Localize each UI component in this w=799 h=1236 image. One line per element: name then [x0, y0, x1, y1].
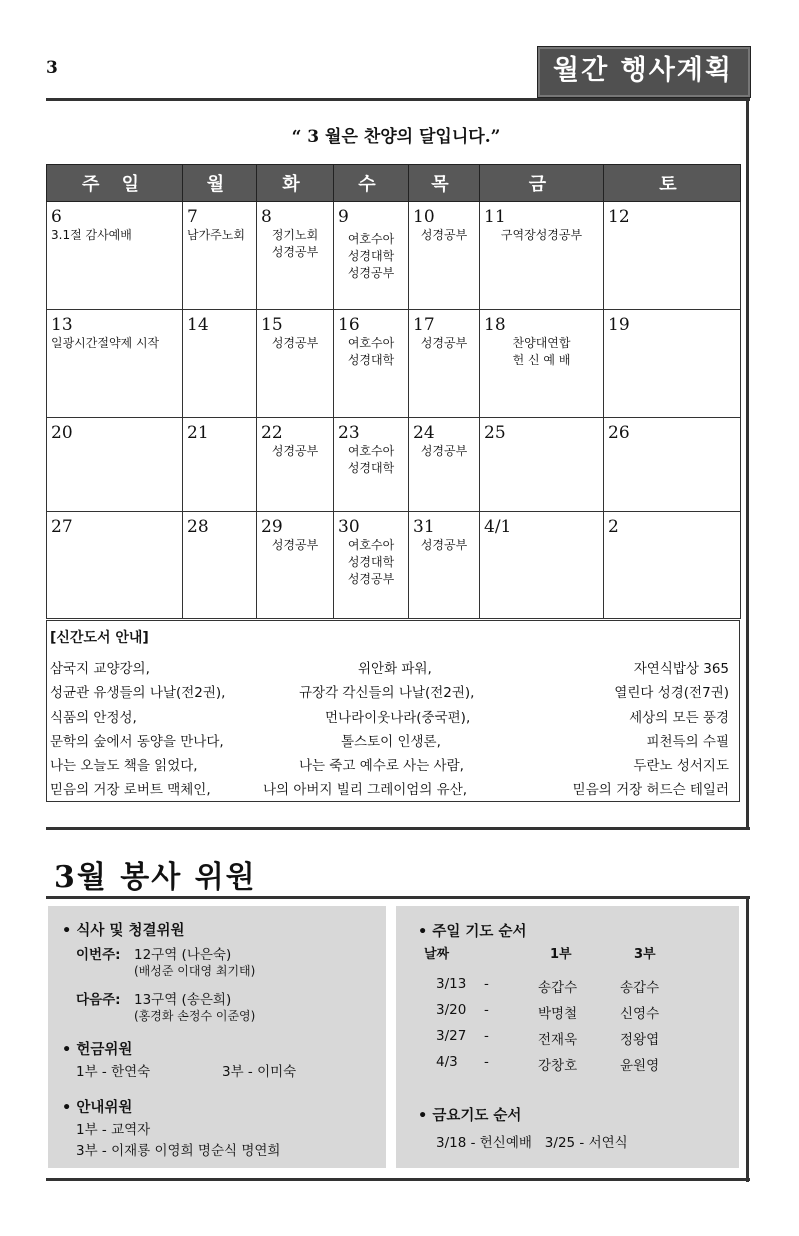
book-title: 톨스토이 인생론,: [341, 734, 441, 750]
day-cell: [47, 512, 183, 619]
day-number: 22: [261, 423, 283, 443]
day-number: 26: [608, 423, 630, 443]
book-title: 먼나라이웃나라(중국편),: [325, 710, 471, 726]
day-event: 정기노회: [271, 228, 319, 242]
prayer-row-first: 박명철: [538, 1006, 578, 1022]
day-number: 16: [338, 315, 360, 335]
book-title: 자연식밥상 365: [633, 661, 729, 677]
weekday-fri: 금: [480, 165, 604, 202]
top-rule: [46, 98, 750, 101]
prayer-row-date: 3/13: [436, 976, 467, 992]
day-event: 성경공부: [347, 266, 395, 280]
day-cell: [47, 310, 183, 418]
day-cell: [604, 310, 741, 418]
book-title: 삼국지 교양강의,: [50, 661, 150, 677]
service-top-rule: [46, 896, 750, 899]
friday-prayer-title: • 금요기도 순서: [418, 1104, 521, 1125]
weekday-tue: 화: [257, 165, 334, 202]
day-cell: [604, 202, 741, 310]
next-week-value: 13구역 (송은희): [134, 992, 232, 1008]
day-event: 성경공부: [271, 538, 319, 552]
book-title: 믿음의 거장 허드슨 테일러: [572, 782, 729, 798]
book-title: 세상의 모든 풍경: [629, 710, 729, 726]
service-right-rule: [746, 896, 749, 1182]
prayer-row-date: 3/27: [436, 1028, 467, 1044]
prayer-header-date: 날짜: [424, 947, 450, 962]
weekday-thu: 목: [409, 165, 480, 202]
day-event: 성경공부: [347, 572, 395, 586]
day-event: 여호수아: [347, 444, 395, 458]
prayer-row-third: 윤원영: [620, 1058, 660, 1074]
prayer-row-third: 정왕엽: [620, 1032, 660, 1048]
weekday-mon: 월: [183, 165, 257, 202]
section-bottom-rule: [46, 827, 750, 830]
this-week-label: 이번주:: [76, 947, 121, 963]
day-cell: [183, 310, 257, 418]
prayer-row-date: 4/3: [436, 1054, 458, 1070]
offering-committee-title: • 헌금위원: [62, 1038, 132, 1059]
day-cell: [183, 512, 257, 619]
book-title: 성균관 유생들의 나날(전2권),: [50, 685, 226, 701]
day-event: 성경대학: [347, 555, 395, 569]
day-cell: [257, 310, 334, 418]
book-title: 식품의 안정성,: [50, 710, 137, 726]
new-books-title: [신간도서 안내]: [50, 630, 149, 646]
day-number: 25: [484, 423, 506, 443]
prayer-row-first: 전재욱: [538, 1032, 578, 1048]
day-cell: [334, 202, 409, 310]
day-event: 성경공부: [420, 538, 468, 552]
day-number: 20: [51, 423, 73, 443]
prayer-header-third: 3부: [634, 947, 656, 962]
day-number: 9: [338, 207, 349, 227]
prayer-row-dash: -: [484, 976, 489, 992]
day-number: 2: [608, 517, 619, 537]
day-number: 21: [187, 423, 209, 443]
prayer-row-date: 3/20: [436, 1002, 467, 1018]
calendar-week-row: [47, 418, 741, 512]
day-number: 28: [187, 517, 209, 537]
day-number: 7: [187, 207, 198, 227]
day-event: 성경공부: [420, 444, 468, 458]
book-title: 나는 죽고 예수로 사는 사람,: [299, 758, 464, 774]
day-event: 남가주노회: [187, 228, 245, 242]
day-event: 성경대학: [347, 461, 395, 475]
day-event: 여호수아: [347, 538, 395, 552]
weekday-header-row: [47, 165, 741, 202]
offering-third-service: 3부 - 이미숙: [222, 1064, 297, 1080]
book-title: 위안화 파워,: [358, 661, 432, 677]
prayer-row-dash: -: [484, 1002, 489, 1018]
day-number: 19: [608, 315, 630, 335]
weekday-sat: 토: [604, 165, 741, 202]
weekday-wed: 수: [334, 165, 409, 202]
weekday-sun: 주 일: [47, 165, 183, 202]
meal-committee-title: • 식사 및 청결위원: [62, 919, 184, 940]
book-title: 규장각 각신들의 나날(전2권),: [299, 685, 475, 701]
day-cell: [183, 202, 257, 310]
day-event: 구역장성경공부: [500, 228, 583, 242]
right-rule: [746, 98, 749, 830]
service-bottom-rule: [46, 1178, 750, 1181]
day-number: 27: [51, 517, 73, 537]
day-number: 24: [413, 423, 435, 443]
day-cell: [409, 310, 480, 418]
day-cell: [480, 418, 604, 512]
day-number: 15: [261, 315, 283, 335]
day-cell: [47, 418, 183, 512]
day-cell: [257, 512, 334, 619]
day-cell: [480, 512, 604, 619]
day-event: 헌 신 예 배: [512, 353, 571, 367]
book-title: 두란노 성서지도: [633, 758, 729, 774]
day-event: 성경공부: [420, 336, 468, 350]
book-title: 나는 오늘도 책을 읽었다,: [50, 758, 198, 774]
service-section-title: 3월 봉사 위원: [54, 860, 257, 895]
prayer-row-dash: -: [484, 1028, 489, 1044]
friday-prayer-schedule: 3/18 - 헌신예배 3/25 - 서연식: [436, 1135, 628, 1151]
calendar-week-row: [47, 310, 741, 418]
day-cell: [183, 418, 257, 512]
book-title: 열린다 성경(전7권): [614, 685, 729, 701]
calendar-week-row: [47, 512, 741, 619]
day-number: 4/1: [484, 517, 512, 537]
day-number: 6: [51, 207, 62, 227]
book-title: 피천득의 수필: [646, 734, 729, 750]
book-title: 문학의 숲에서 동양을 만나다,: [50, 734, 224, 750]
day-number: 31: [413, 517, 435, 537]
this-week-members: (배성준 이대영 최기태): [134, 964, 256, 978]
day-cell: [409, 202, 480, 310]
prayer-row-first: 강창호: [538, 1058, 578, 1074]
day-number: 11: [484, 207, 506, 227]
day-event: 성경공부: [420, 228, 468, 242]
day-cell: [480, 310, 604, 418]
book-title: 믿음의 거장 로버트 맥체인,: [50, 782, 211, 798]
day-event: 3.1절 감사예배: [51, 228, 132, 242]
day-event: 성경대학: [347, 353, 395, 367]
day-cell: [334, 310, 409, 418]
day-event: 성경공부: [271, 444, 319, 458]
monthly-motto: “ 3 월은 찬양의 달입니다.”: [291, 127, 501, 147]
day-event: 성경공부: [271, 336, 319, 350]
calendar-table: [46, 164, 741, 619]
next-week-members: (홍경화 손정수 이준영): [134, 1009, 256, 1023]
prayer-header-first: 1부: [550, 947, 572, 962]
offering-first-service: 1부 - 한연숙: [76, 1064, 151, 1080]
guide-first-service: 1부 - 교역자: [76, 1122, 151, 1138]
day-number: 13: [51, 315, 73, 335]
day-cell: [334, 512, 409, 619]
this-week-value: 12구역 (나은숙): [134, 947, 232, 963]
day-number: 10: [413, 207, 435, 227]
prayer-row-third: 송갑수: [620, 980, 660, 996]
prayer-row-first: 송갑수: [538, 980, 578, 996]
book-title: 나의 아버지 빌리 그레이엄의 유산,: [263, 782, 468, 798]
day-number: 29: [261, 517, 283, 537]
day-number: 30: [338, 517, 360, 537]
prayer-row-dash: -: [484, 1054, 489, 1070]
day-event: 여호수아: [347, 336, 395, 350]
day-number: 23: [338, 423, 360, 443]
calendar-week-row: [47, 202, 741, 310]
day-event: 찬양대연합: [512, 336, 571, 350]
page-title: 월간 행사계획: [553, 55, 733, 86]
day-cell: [334, 418, 409, 512]
next-week-label: 다음주:: [76, 992, 121, 1008]
guide-third-service: 3부 - 이재룡 이영희 명순식 명연희: [76, 1143, 281, 1159]
day-cell: [257, 418, 334, 512]
day-cell: [409, 512, 480, 619]
sunday-prayer-title: • 주일 기도 순서: [418, 920, 526, 941]
guide-committee-title: • 안내위원: [62, 1096, 132, 1117]
day-event: 여호수아: [347, 232, 395, 246]
day-number: 8: [261, 207, 272, 227]
day-cell: [47, 202, 183, 310]
day-cell: [604, 512, 741, 619]
day-number: 12: [608, 207, 630, 227]
day-cell: [604, 418, 741, 512]
day-cell: [257, 202, 334, 310]
day-number: 18: [484, 315, 506, 335]
day-cell: [480, 202, 604, 310]
day-cell: [409, 418, 480, 512]
prayer-row-third: 신영수: [620, 1006, 660, 1022]
page-number: 3: [46, 58, 58, 78]
day-event: 성경대학: [347, 249, 395, 263]
day-number: 17: [413, 315, 435, 335]
day-number: 14: [187, 315, 209, 335]
day-event: 일광시간절약제 시작: [51, 336, 160, 350]
day-event: 성경공부: [271, 245, 319, 259]
